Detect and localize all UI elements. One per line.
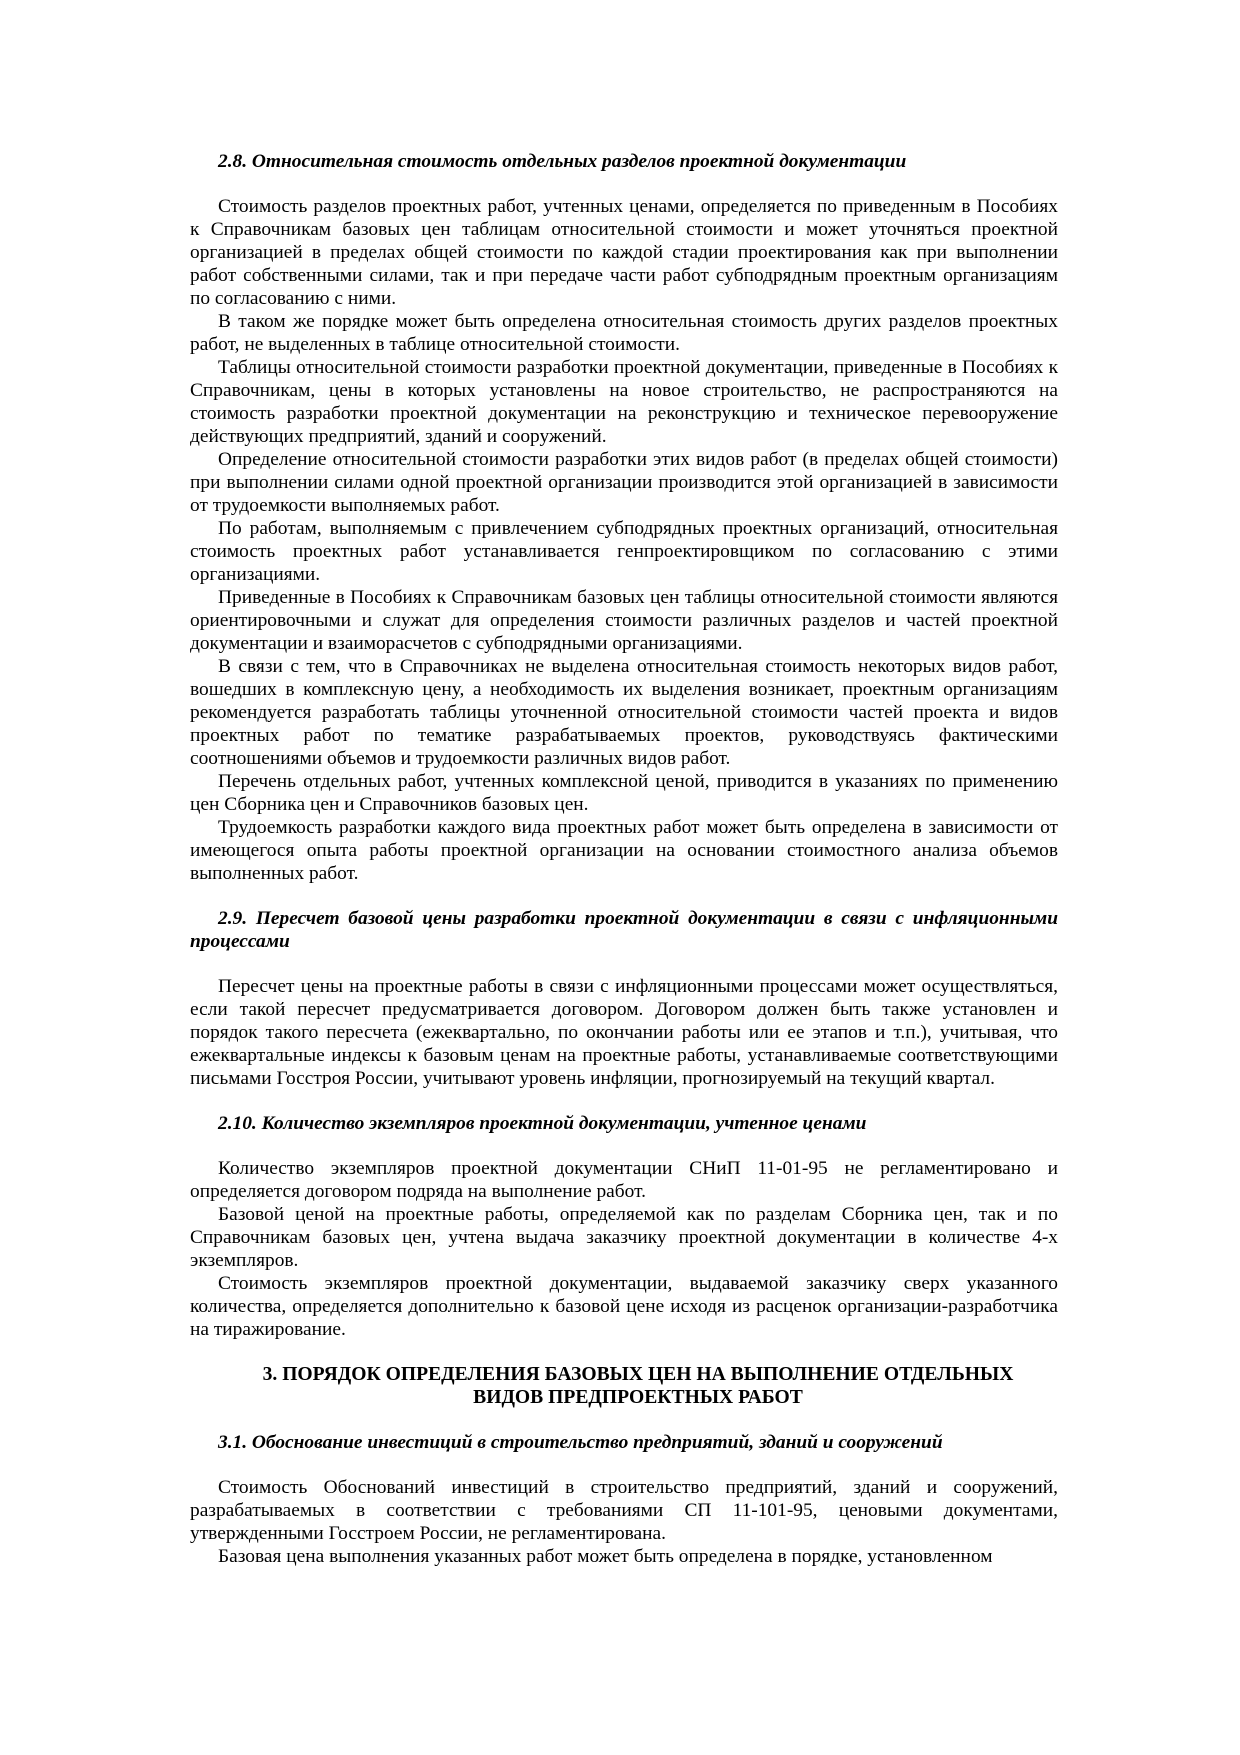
section-2-10-heading: 2.10. Количество экземпляров проектной документации, учтенное ценами: [218, 1113, 867, 1134]
section-3-1-body: [190, 1476, 1058, 1568]
paragraph: Базовая цена выполнения указанных работ может быть определена в порядке, установленном: [218, 1546, 993, 1567]
paragraph: По работам, выполняемым с привлечением субподрядных проектных организаций, относительная стоимость проектных работ устанавливается генпроектировщиком по согласованию с этими организациями.: [190, 518, 1058, 585]
paragraph: Стоимость экземпляров проектной документации, выдаваемой заказчику сверх указанного количества, определяется дополнительно к базовой цене исходя из расценок организации-разработчика на тиражирование.: [190, 1273, 1058, 1340]
chapter-3-heading: [190, 1363, 1058, 1409]
paragraph: Пересчет цены на проектные работы в связи с инфляционными процессами может осуществляться, если такой пересчет предусматривается договором. Договором должен быть также установлен и порядок такого пересчета (ежеквартально, по окончании работы или ее этапов и т.п.), учитывая, что ежеквартальные индексы к базовым ценам на проектные работы, устанавливаемые соответствующими письмами Госстроя России, учитывают уровень инфляции, прогнозируемый на текущий квартал.: [190, 976, 1058, 1089]
document-page: [190, 150, 1058, 1568]
paragraph: Определение относительной стоимости разработки этих видов работ (в пределах общей стоимости) при выполнении силами одной проектной организации производится этой организацией в зависимости от трудоемкости выполняемых работ.: [190, 449, 1058, 516]
paragraph: Перечень отдельных работ, учтенных комплексной ценой, приводится в указаниях по применению цен Сборника цен и Справочников базовых цен.: [190, 771, 1058, 815]
section-2-8-heading: 2.8. Относительная стоимость отдельных разделов проектной документации: [218, 151, 907, 172]
paragraph: Базовой ценой на проектные работы, определяемой как по разделам Сборника цен, так и по Справочникам базовых цен, учтена выдача заказчику проектной документации в количестве 4-х экземпляров.: [190, 1204, 1058, 1271]
paragraph: Стоимость Обоснований инвестиций в строительство предприятий, зданий и сооружений, разрабатываемых в соответствии с требованиями СП 11-101-95, ценовыми документами, утвержденными Госстроем России, не регламентирована.: [190, 1477, 1058, 1544]
section-2-10-body: [190, 1157, 1058, 1341]
paragraph: В связи с тем, что в Справочниках не выделена относительная стоимость некоторых видов работ, вошедших в комплексную цену, а необходимость их выделения возникает, проектным организациям рекомендуется разработать таблицы уточненной относительной стоимости частей проекта и видов проектных работ по тематике разрабатываемых проектов, руководствуясь фактическими соотношениями объемов и трудоемкости различных видов работ.: [190, 656, 1058, 769]
paragraph: Стоимость разделов проектных работ, учтенных ценами, определяется по приведенным в Пособиях к Справочникам базовых цен таблицам относительной стоимости и может уточняться проектной организацией в пределах общей стоимости по каждой стадии проектирования как при выполнении работ собственными силами, так и при передаче части работ субподрядным проектным организациям по согласованию с ними.: [190, 196, 1058, 309]
paragraph: В таком же порядке может быть определена относительная стоимость других разделов проектных работ, не выделенных в таблице относительной стоимости.: [190, 311, 1058, 355]
chapter-3-heading-line-2: ВИДОВ ПРЕДПРОЕКТНЫХ РАБОТ: [473, 1387, 803, 1408]
paragraph: Количество экземпляров проектной документации СНиП 11-01-95 не регламентировано и определяется договором подряда на выполнение работ.: [190, 1158, 1058, 1202]
section-3-1-heading: 3.1. Обоснование инвестиций в строительство предприятий, зданий и сооружений: [218, 1432, 943, 1453]
section-2-9-body: [190, 975, 1058, 1090]
paragraph: Таблицы относительной стоимости разработки проектной документации, приведенные в Пособиях к Справочникам, цены в которых установлены на новое строительство, не распространяются на стоимость разработки проектной документации на реконструкцию и техническое перевооружение действующих предприятий, зданий и сооружений.: [190, 357, 1058, 447]
paragraph: Трудоемкость разработки каждого вида проектных работ может быть определена в зависимости от имеющегося опыта работы проектной организации на основании стоимостного анализа объемов выполненных работ.: [190, 817, 1058, 884]
paragraph: Приведенные в Пособиях к Справочникам базовых цен таблицы относительной стоимости являются ориентировочными и служат для определения стоимости различных разделов и частей проектной документации и взаиморасчетов с субподрядными организациями.: [190, 587, 1058, 654]
section-2-9-heading: 2.9. Пересчет базовой цены разработки проектной документации в связи с инфляционными процессами: [190, 908, 1058, 952]
section-2-8-body: [190, 195, 1058, 885]
chapter-3-heading-line-1: 3. ПОРЯДОК ОПРЕДЕЛЕНИЯ БАЗОВЫХ ЦЕН НА ВЫПОЛНЕНИЕ ОТДЕЛЬНЫХ: [262, 1364, 1014, 1385]
